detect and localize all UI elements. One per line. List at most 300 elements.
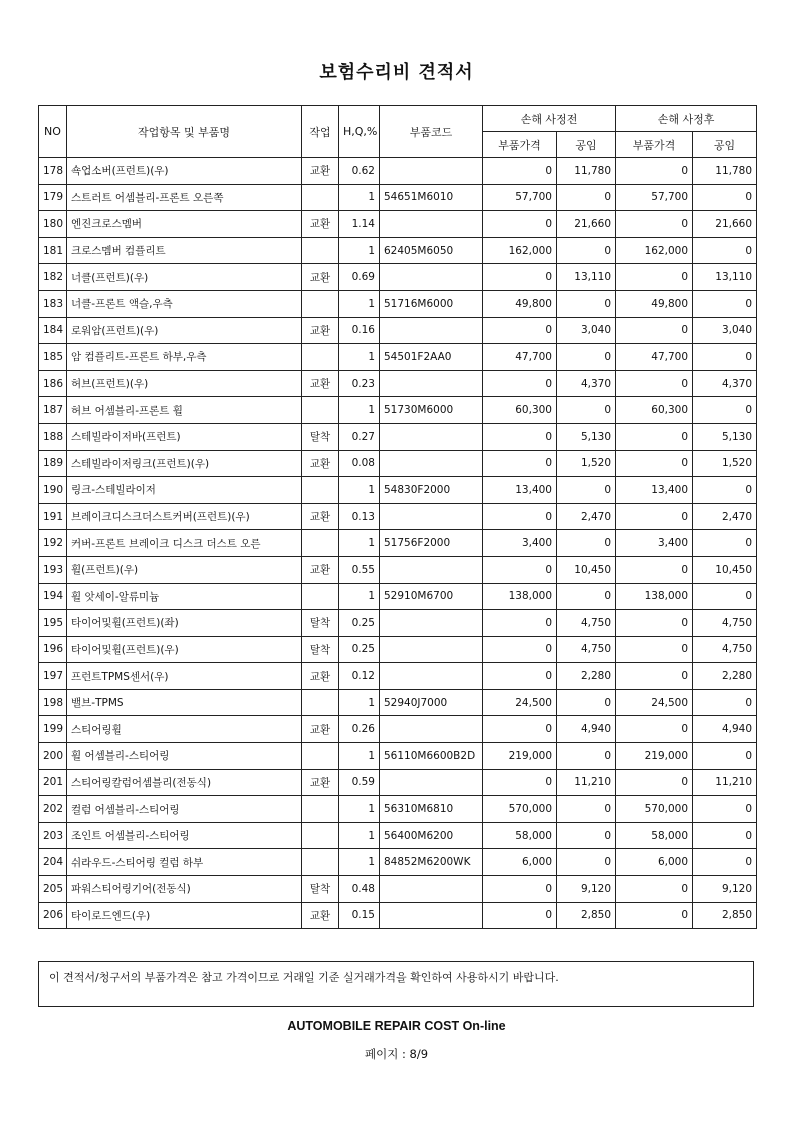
cell-hq: 1 bbox=[339, 743, 380, 770]
cell-after-labor: 2,280 bbox=[693, 663, 757, 690]
cell-before-parts: 0 bbox=[483, 317, 557, 344]
header-after: 손해 사정후 bbox=[616, 106, 757, 132]
cell-code: 84852M6200WK bbox=[380, 849, 483, 876]
cell-code bbox=[380, 450, 483, 477]
cell-after-parts: 0 bbox=[616, 876, 693, 903]
cell-after-labor: 4,370 bbox=[693, 370, 757, 397]
cell-no: 197 bbox=[39, 663, 67, 690]
table-row bbox=[39, 370, 757, 397]
table-row bbox=[39, 610, 757, 637]
cell-hq: 0.55 bbox=[339, 556, 380, 583]
cell-after-labor: 0 bbox=[693, 344, 757, 371]
cell-hq: 0.16 bbox=[339, 317, 380, 344]
cell-after-parts: 219,000 bbox=[616, 743, 693, 770]
cell-code bbox=[380, 663, 483, 690]
cell-after-labor: 2,850 bbox=[693, 902, 757, 929]
cell-before-parts: 57,700 bbox=[483, 184, 557, 211]
cell-work bbox=[302, 290, 339, 317]
cell-after-labor: 0 bbox=[693, 689, 757, 716]
page-number: 페이지 : 8/9 bbox=[364, 1047, 429, 1061]
cell-no: 180 bbox=[39, 211, 67, 238]
cell-before-parts: 60,300 bbox=[483, 397, 557, 424]
cell-before-labor: 0 bbox=[557, 849, 616, 876]
cell-item: 프런트TPMS센서(우) bbox=[67, 663, 302, 690]
cell-hq: 0.62 bbox=[339, 158, 380, 185]
cell-hq: 1 bbox=[339, 344, 380, 371]
cell-after-labor: 0 bbox=[693, 822, 757, 849]
cell-after-parts: 0 bbox=[616, 636, 693, 663]
header-after-parts: 부품가격 bbox=[616, 132, 693, 158]
cell-after-parts: 58,000 bbox=[616, 822, 693, 849]
cell-before-labor: 11,780 bbox=[557, 158, 616, 185]
cell-item: 너클(프런트)(우) bbox=[67, 264, 302, 291]
cell-code: 51730M6000 bbox=[380, 397, 483, 424]
cell-after-labor: 0 bbox=[693, 397, 757, 424]
cell-after-labor: 0 bbox=[693, 184, 757, 211]
table-row bbox=[39, 237, 757, 264]
cell-hq: 1 bbox=[339, 530, 380, 557]
cell-before-parts: 0 bbox=[483, 503, 557, 530]
cell-no: 186 bbox=[39, 370, 67, 397]
table-row bbox=[39, 397, 757, 424]
cell-after-parts: 0 bbox=[616, 663, 693, 690]
cell-code bbox=[380, 423, 483, 450]
cell-code bbox=[380, 317, 483, 344]
cell-item: 크로스멤버 컴플리트 bbox=[67, 237, 302, 264]
footer-brand: AUTOMOBILE REPAIR COST On-line bbox=[287, 1019, 506, 1033]
cell-before-labor: 0 bbox=[557, 344, 616, 371]
estimate-table bbox=[38, 105, 757, 929]
cell-item: 스테빌라이저바(프런트) bbox=[67, 423, 302, 450]
cell-after-parts: 0 bbox=[616, 317, 693, 344]
cell-hq: 1 bbox=[339, 184, 380, 211]
cell-after-labor: 0 bbox=[693, 290, 757, 317]
header-before-labor: 공임 bbox=[557, 132, 616, 158]
cell-after-parts: 0 bbox=[616, 610, 693, 637]
cell-work bbox=[302, 477, 339, 504]
cell-no: 200 bbox=[39, 743, 67, 770]
cell-before-parts: 0 bbox=[483, 663, 557, 690]
cell-before-parts: 0 bbox=[483, 610, 557, 637]
cell-before-labor: 0 bbox=[557, 796, 616, 823]
cell-hq: 1 bbox=[339, 397, 380, 424]
header-code: 부품코드 bbox=[380, 106, 483, 158]
cell-work: 탈착 bbox=[302, 610, 339, 637]
cell-before-labor: 0 bbox=[557, 743, 616, 770]
cell-before-parts: 0 bbox=[483, 264, 557, 291]
table-row bbox=[39, 716, 757, 743]
cell-no: 183 bbox=[39, 290, 67, 317]
cell-no: 185 bbox=[39, 344, 67, 371]
cell-after-labor: 0 bbox=[693, 583, 757, 610]
cell-no: 182 bbox=[39, 264, 67, 291]
cell-before-labor: 4,370 bbox=[557, 370, 616, 397]
table-row bbox=[39, 184, 757, 211]
cell-no: 191 bbox=[39, 503, 67, 530]
cell-item: 컬럼 어셈블리-스티어링 bbox=[67, 796, 302, 823]
cell-after-parts: 570,000 bbox=[616, 796, 693, 823]
cell-code bbox=[380, 370, 483, 397]
cell-before-labor: 2,850 bbox=[557, 902, 616, 929]
cell-before-labor: 0 bbox=[557, 397, 616, 424]
cell-work bbox=[302, 344, 339, 371]
cell-before-parts: 219,000 bbox=[483, 743, 557, 770]
cell-after-parts: 60,300 bbox=[616, 397, 693, 424]
cell-item: 브레이크디스크더스트커버(프런트)(우) bbox=[67, 503, 302, 530]
cell-item: 링크-스테빌라이저 bbox=[67, 477, 302, 504]
cell-after-parts: 138,000 bbox=[616, 583, 693, 610]
cell-after-parts: 162,000 bbox=[616, 237, 693, 264]
cell-before-labor: 0 bbox=[557, 477, 616, 504]
cell-work: 탈착 bbox=[302, 636, 339, 663]
table-row bbox=[39, 450, 757, 477]
cell-after-parts: 0 bbox=[616, 769, 693, 796]
cell-before-parts: 162,000 bbox=[483, 237, 557, 264]
cell-before-labor: 0 bbox=[557, 689, 616, 716]
cell-hq: 0.12 bbox=[339, 663, 380, 690]
cell-before-labor: 4,750 bbox=[557, 610, 616, 637]
cell-no: 206 bbox=[39, 902, 67, 929]
cell-before-labor: 3,040 bbox=[557, 317, 616, 344]
cell-no: 196 bbox=[39, 636, 67, 663]
cell-after-labor: 10,450 bbox=[693, 556, 757, 583]
table-row bbox=[39, 583, 757, 610]
cell-before-parts: 0 bbox=[483, 450, 557, 477]
cell-before-parts: 570,000 bbox=[483, 796, 557, 823]
cell-work: 탈착 bbox=[302, 423, 339, 450]
cell-work: 교환 bbox=[302, 902, 339, 929]
cell-before-parts: 0 bbox=[483, 423, 557, 450]
cell-code: 52910M6700 bbox=[380, 583, 483, 610]
cell-before-labor: 2,470 bbox=[557, 503, 616, 530]
header-before: 손해 사정전 bbox=[483, 106, 616, 132]
cell-work bbox=[302, 530, 339, 557]
cell-work bbox=[302, 796, 339, 823]
cell-hq: 0.23 bbox=[339, 370, 380, 397]
cell-after-labor: 11,780 bbox=[693, 158, 757, 185]
cell-no: 181 bbox=[39, 237, 67, 264]
cell-no: 204 bbox=[39, 849, 67, 876]
cell-code bbox=[380, 769, 483, 796]
table-row bbox=[39, 344, 757, 371]
table-row bbox=[39, 530, 757, 557]
cell-item: 파워스티어링기어(전동식) bbox=[67, 876, 302, 903]
cell-code bbox=[380, 503, 483, 530]
table-row bbox=[39, 423, 757, 450]
cell-before-parts: 58,000 bbox=[483, 822, 557, 849]
cell-after-labor: 0 bbox=[693, 796, 757, 823]
cell-work: 교환 bbox=[302, 211, 339, 238]
estimate-rows bbox=[39, 158, 757, 929]
cell-no: 205 bbox=[39, 876, 67, 903]
cell-after-labor: 9,120 bbox=[693, 876, 757, 903]
cell-after-parts: 0 bbox=[616, 556, 693, 583]
cell-work: 교환 bbox=[302, 264, 339, 291]
cell-item: 휠(프런트)(우) bbox=[67, 556, 302, 583]
cell-hq: 0.08 bbox=[339, 450, 380, 477]
cell-item: 스테빌라이저링크(프런트)(우) bbox=[67, 450, 302, 477]
header-item: 작업항목 및 부품명 bbox=[67, 106, 302, 158]
cell-work bbox=[302, 237, 339, 264]
header-no: NO bbox=[39, 106, 67, 158]
cell-item: 스트러트 어셈블리-프론트 오른쪽 bbox=[67, 184, 302, 211]
cell-before-labor: 0 bbox=[557, 822, 616, 849]
cell-item: 로워암(프런트)(우) bbox=[67, 317, 302, 344]
cell-hq: 0.13 bbox=[339, 503, 380, 530]
table-row bbox=[39, 689, 757, 716]
cell-work: 교환 bbox=[302, 769, 339, 796]
cell-after-parts: 57,700 bbox=[616, 184, 693, 211]
cell-after-parts: 13,400 bbox=[616, 477, 693, 504]
table-row bbox=[39, 743, 757, 770]
cell-before-parts: 3,400 bbox=[483, 530, 557, 557]
cell-item: 너클-프론트 액슬,우측 bbox=[67, 290, 302, 317]
cell-before-parts: 0 bbox=[483, 211, 557, 238]
cell-work bbox=[302, 397, 339, 424]
header-work: 작업 bbox=[302, 106, 339, 158]
cell-before-labor: 0 bbox=[557, 290, 616, 317]
cell-code bbox=[380, 716, 483, 743]
cell-after-parts: 6,000 bbox=[616, 849, 693, 876]
cell-before-parts: 0 bbox=[483, 716, 557, 743]
cell-after-labor: 4,750 bbox=[693, 610, 757, 637]
table-row bbox=[39, 556, 757, 583]
cell-item: 허브 어셈블리-프론트 휠 bbox=[67, 397, 302, 424]
cell-no: 194 bbox=[39, 583, 67, 610]
document-title: 보험수리비 견적서 bbox=[319, 62, 474, 83]
cell-after-parts: 24,500 bbox=[616, 689, 693, 716]
cell-item: 커버-프론트 브레이크 디스크 더스트 오른 bbox=[67, 530, 302, 557]
cell-work: 탈착 bbox=[302, 876, 339, 903]
cell-no: 187 bbox=[39, 397, 67, 424]
cell-before-labor: 0 bbox=[557, 237, 616, 264]
cell-before-parts: 0 bbox=[483, 370, 557, 397]
cell-hq: 1 bbox=[339, 583, 380, 610]
cell-before-labor: 0 bbox=[557, 583, 616, 610]
cell-hq: 0.26 bbox=[339, 716, 380, 743]
cell-hq: 0.25 bbox=[339, 636, 380, 663]
cell-after-labor: 0 bbox=[693, 530, 757, 557]
cell-no: 189 bbox=[39, 450, 67, 477]
cell-hq: 1 bbox=[339, 822, 380, 849]
table-row bbox=[39, 822, 757, 849]
cell-before-parts: 13,400 bbox=[483, 477, 557, 504]
cell-hq: 0.25 bbox=[339, 610, 380, 637]
cell-before-labor: 4,750 bbox=[557, 636, 616, 663]
cell-item: 쉬라우드-스티어링 컬럼 하부 bbox=[67, 849, 302, 876]
cell-after-parts: 0 bbox=[616, 716, 693, 743]
table-row bbox=[39, 317, 757, 344]
cell-item: 휠 앗세이-알류미늄 bbox=[67, 583, 302, 610]
cell-before-parts: 0 bbox=[483, 636, 557, 663]
cell-after-parts: 0 bbox=[616, 158, 693, 185]
cell-no: 184 bbox=[39, 317, 67, 344]
cell-code bbox=[380, 876, 483, 903]
cell-hq: 1 bbox=[339, 796, 380, 823]
cell-no: 188 bbox=[39, 423, 67, 450]
cell-after-labor: 11,210 bbox=[693, 769, 757, 796]
cell-code: 54501F2AA0 bbox=[380, 344, 483, 371]
cell-after-labor: 5,130 bbox=[693, 423, 757, 450]
table-row bbox=[39, 211, 757, 238]
cell-before-parts: 0 bbox=[483, 556, 557, 583]
cell-after-labor: 2,470 bbox=[693, 503, 757, 530]
cell-item: 타이어및휠(프런트)(좌) bbox=[67, 610, 302, 637]
cell-before-labor: 10,450 bbox=[557, 556, 616, 583]
cell-before-parts: 138,000 bbox=[483, 583, 557, 610]
cell-before-parts: 49,800 bbox=[483, 290, 557, 317]
cell-no: 199 bbox=[39, 716, 67, 743]
cell-no: 192 bbox=[39, 530, 67, 557]
cell-after-labor: 21,660 bbox=[693, 211, 757, 238]
cell-work: 교환 bbox=[302, 556, 339, 583]
cell-after-labor: 0 bbox=[693, 743, 757, 770]
cell-work: 교환 bbox=[302, 370, 339, 397]
cell-no: 202 bbox=[39, 796, 67, 823]
cell-after-labor: 0 bbox=[693, 237, 757, 264]
cell-after-labor: 4,940 bbox=[693, 716, 757, 743]
cell-after-labor: 0 bbox=[693, 477, 757, 504]
cell-after-labor: 1,520 bbox=[693, 450, 757, 477]
table-row bbox=[39, 663, 757, 690]
cell-code: 56110M6600B2D bbox=[380, 743, 483, 770]
table-row bbox=[39, 290, 757, 317]
cell-code bbox=[380, 636, 483, 663]
cell-item: 휠 어셈블리-스티어링 bbox=[67, 743, 302, 770]
cell-after-labor: 3,040 bbox=[693, 317, 757, 344]
cell-after-labor: 4,750 bbox=[693, 636, 757, 663]
cell-before-labor: 0 bbox=[557, 184, 616, 211]
table-row bbox=[39, 796, 757, 823]
cell-before-labor: 21,660 bbox=[557, 211, 616, 238]
cell-no: 178 bbox=[39, 158, 67, 185]
cell-no: 195 bbox=[39, 610, 67, 637]
cell-before-labor: 5,130 bbox=[557, 423, 616, 450]
cell-item: 스티어링칼럼어셈블리(전동식) bbox=[67, 769, 302, 796]
cell-work: 교환 bbox=[302, 663, 339, 690]
table-row bbox=[39, 769, 757, 796]
cell-work bbox=[302, 822, 339, 849]
cell-hq: 1 bbox=[339, 689, 380, 716]
cell-hq: 0.27 bbox=[339, 423, 380, 450]
cell-after-parts: 0 bbox=[616, 423, 693, 450]
cell-before-labor: 13,110 bbox=[557, 264, 616, 291]
cell-code: 56310M6810 bbox=[380, 796, 483, 823]
table-row bbox=[39, 264, 757, 291]
cell-hq: 1 bbox=[339, 237, 380, 264]
cell-no: 190 bbox=[39, 477, 67, 504]
cell-hq: 0.69 bbox=[339, 264, 380, 291]
cell-work: 교환 bbox=[302, 450, 339, 477]
cell-code bbox=[380, 556, 483, 583]
cell-work: 교환 bbox=[302, 716, 339, 743]
cell-work bbox=[302, 583, 339, 610]
cell-code: 51716M6000 bbox=[380, 290, 483, 317]
cell-before-parts: 47,700 bbox=[483, 344, 557, 371]
cell-hq: 0.15 bbox=[339, 902, 380, 929]
header-after-labor: 공임 bbox=[693, 132, 757, 158]
table-row bbox=[39, 503, 757, 530]
cell-item: 타이로드엔드(우) bbox=[67, 902, 302, 929]
cell-item: 밸브-TPMS bbox=[67, 689, 302, 716]
cell-after-parts: 47,700 bbox=[616, 344, 693, 371]
table-row bbox=[39, 158, 757, 185]
cell-after-parts: 3,400 bbox=[616, 530, 693, 557]
table-row bbox=[39, 876, 757, 903]
cell-after-parts: 0 bbox=[616, 264, 693, 291]
cell-work bbox=[302, 849, 339, 876]
cell-hq: 0.48 bbox=[339, 876, 380, 903]
cell-after-parts: 0 bbox=[616, 370, 693, 397]
cell-hq: 0.59 bbox=[339, 769, 380, 796]
cell-code bbox=[380, 610, 483, 637]
cell-item: 타이어및휠(프런트)(우) bbox=[67, 636, 302, 663]
cell-work: 교환 bbox=[302, 503, 339, 530]
cell-before-parts: 6,000 bbox=[483, 849, 557, 876]
cell-item: 암 컴플리트-프론트 하부,우측 bbox=[67, 344, 302, 371]
cell-code: 54651M6010 bbox=[380, 184, 483, 211]
cell-before-parts: 24,500 bbox=[483, 689, 557, 716]
cell-no: 193 bbox=[39, 556, 67, 583]
cell-code bbox=[380, 902, 483, 929]
table-row bbox=[39, 477, 757, 504]
cell-code: 56400M6200 bbox=[380, 822, 483, 849]
cell-code bbox=[380, 211, 483, 238]
cell-hq: 1 bbox=[339, 849, 380, 876]
header-hq: H,Q,% bbox=[339, 106, 380, 158]
cell-hq: 1 bbox=[339, 477, 380, 504]
cell-after-parts: 49,800 bbox=[616, 290, 693, 317]
cell-code: 51756F2000 bbox=[380, 530, 483, 557]
cell-item: 엔진크로스멤버 bbox=[67, 211, 302, 238]
cell-before-parts: 0 bbox=[483, 769, 557, 796]
cell-after-parts: 0 bbox=[616, 211, 693, 238]
cell-before-labor: 1,520 bbox=[557, 450, 616, 477]
cell-before-parts: 0 bbox=[483, 876, 557, 903]
cell-work bbox=[302, 689, 339, 716]
cell-item: 쇽업소버(프런트)(우) bbox=[67, 158, 302, 185]
cell-before-parts: 0 bbox=[483, 158, 557, 185]
cell-code: 52940J7000 bbox=[380, 689, 483, 716]
cell-after-parts: 0 bbox=[616, 450, 693, 477]
cell-hq: 1.14 bbox=[339, 211, 380, 238]
cell-work: 교환 bbox=[302, 158, 339, 185]
cell-no: 201 bbox=[39, 769, 67, 796]
cell-after-labor: 0 bbox=[693, 849, 757, 876]
cell-after-parts: 0 bbox=[616, 902, 693, 929]
cell-hq: 1 bbox=[339, 290, 380, 317]
cell-no: 198 bbox=[39, 689, 67, 716]
table-row bbox=[39, 849, 757, 876]
cell-work bbox=[302, 184, 339, 211]
cell-code bbox=[380, 264, 483, 291]
cell-after-labor: 13,110 bbox=[693, 264, 757, 291]
cell-item: 허브(프런트)(우) bbox=[67, 370, 302, 397]
cell-work: 교환 bbox=[302, 317, 339, 344]
cell-before-labor: 4,940 bbox=[557, 716, 616, 743]
cell-code: 54830F2000 bbox=[380, 477, 483, 504]
header-before-parts: 부품가격 bbox=[483, 132, 557, 158]
cell-work bbox=[302, 743, 339, 770]
cell-before-labor: 0 bbox=[557, 530, 616, 557]
cell-no: 179 bbox=[39, 184, 67, 211]
cell-before-parts: 0 bbox=[483, 902, 557, 929]
cell-code bbox=[380, 158, 483, 185]
cell-before-labor: 9,120 bbox=[557, 876, 616, 903]
price-notice: 이 견적서/청구서의 부품가격은 참고 가격이므로 거래일 기준 실거래가격을 확인하여 사용하시기 바랍니다. bbox=[38, 961, 754, 1007]
cell-no: 203 bbox=[39, 822, 67, 849]
cell-before-labor: 2,280 bbox=[557, 663, 616, 690]
